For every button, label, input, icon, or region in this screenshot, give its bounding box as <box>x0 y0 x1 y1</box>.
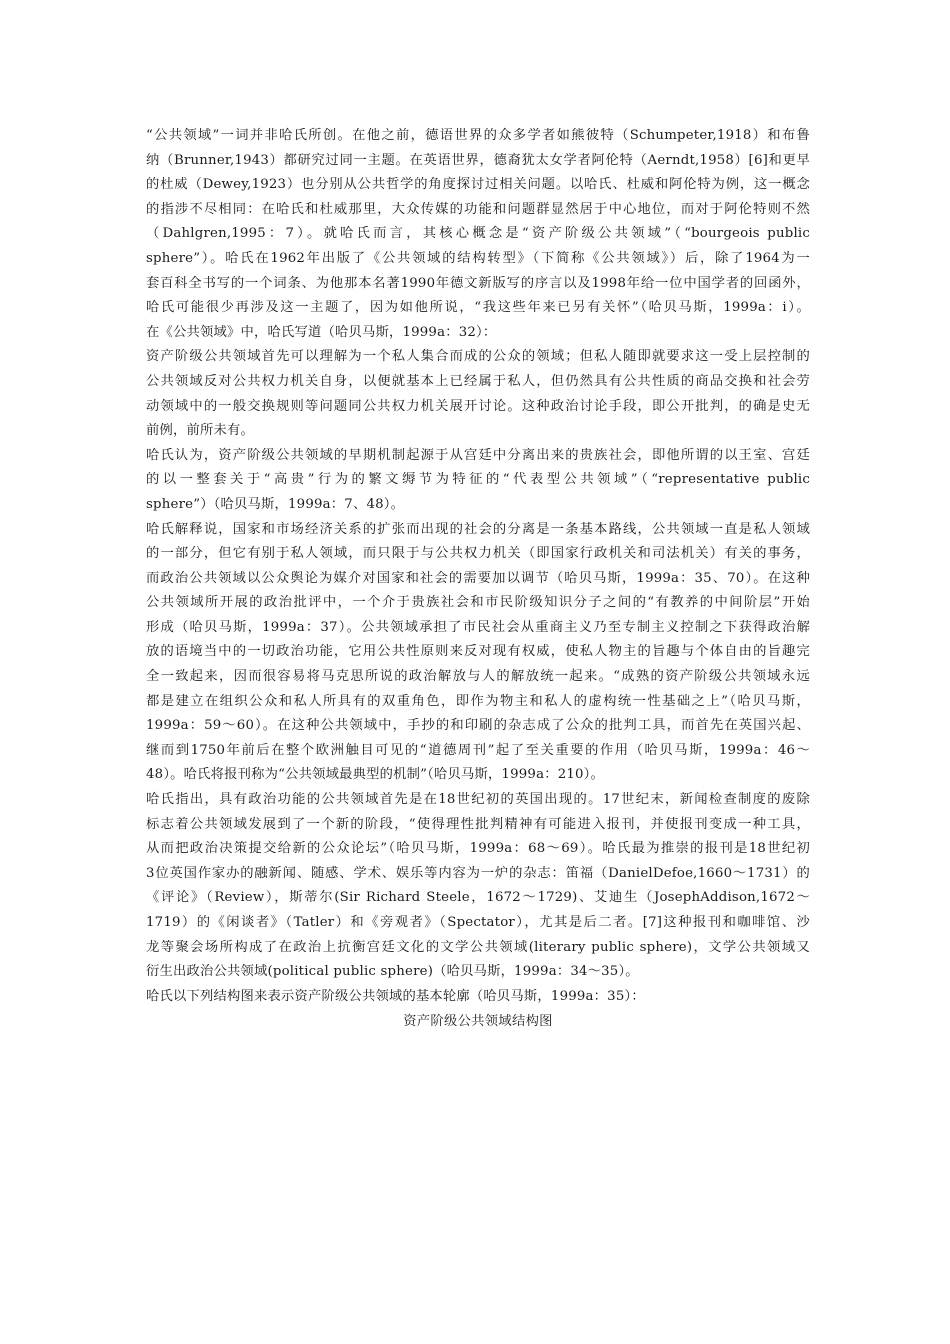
text-line: 的一部分，但它有别于私人领域，而只限于与公共权力机关（即国家行政机关和司法机关）有关的事务， <box>146 546 810 562</box>
text-line: 1999a：59～60）。在这种公共领域中，手抄的和印刷的杂志成了公众的批判工具，而首先在英国兴起、 <box>146 718 810 734</box>
text-line: 哈氏解释说，国家和市场经济关系的扩张而出现的社会的分离是一条基本路线，公共领域一直是私人领域 <box>146 521 810 537</box>
text-line: 哈氏认为，资产阶级公共领域的早期机制起源于从宫廷中分离出来的贵族社会，即他所谓的以王室、宫廷 <box>146 447 810 463</box>
quotation-paragraph <box>146 345 810 443</box>
text-line: 龙等聚会场所构成了在政治上抗衡宫廷文化的文学公共领域(literary public sphere)，文学公共领域又 <box>146 939 810 955</box>
text-line: 衍生出政治公共领域(political public sphere)（哈贝马斯，1999a：34～35）。 <box>146 964 639 980</box>
text-line: 继而到1750年前后在整个欧洲触目可见的“道德周刊”起了至关重要的作用（哈贝马斯，1999a：46～ <box>146 742 810 758</box>
text-line: 资产阶级公共领域首先可以理解为一个私人集合而成的公众的领域；但私人随即就要求这一受上层控制的 <box>146 349 810 365</box>
text-line: 哈氏可能很少再涉及这一主题了，因为如他所说，“我这些年来已另有关怀”（哈贝马斯，1999a：i）。 <box>146 300 810 316</box>
text-line: sphere”）（哈贝马斯，1999a：7、48）。 <box>146 496 405 512</box>
text-line: 《评论》（Review），斯蒂尔(Sir Richard Steele，1672～1729)、艾迪生（JosephAddison,1672～ <box>146 890 810 906</box>
text-line: 的杜威（Dewey,1923）也分别从公共哲学的角度探讨过相关问题。以哈氏、杜威和阿伦特为例，这一概念 <box>146 177 810 193</box>
text-line: 公共领域所开展的政治批评中，一个介于贵族社会和市民阶级知识分子之间的“有教养的中间阶层”开始 <box>146 595 810 611</box>
figure-caption: 资产阶级公共领域结构图 <box>403 1014 553 1030</box>
text-line: 形成（哈贝马斯，1999a：37）。公共领域承担了市民社会从重商主义乃至专制主义控制之下获得政治解 <box>146 619 810 635</box>
text-line: 套百科全书写的一个词条、为他那本名著1990年德文新版写的序言以及1998年给一位中国学者的回函外， <box>146 275 810 291</box>
text-line: 的指涉不尽相同：在哈氏和杜威那里，大众传媒的功能和问题群显然居于中心地位，而对于阿伦特则不然 <box>146 201 810 217</box>
text-line: “公共领域”一词并非哈氏所创。在他之前，德语世界的众多学者如熊彼特（Schumpeter,1918）和布鲁 <box>146 128 810 143</box>
text-line: 的以一整套关于“高贵”行为的繁文缛节为特征的“代表型公共领域”（“representative public <box>146 472 810 488</box>
text-line: 3位英国作家办的融新闻、随感、学术、娱乐等内容为一炉的杂志：笛福（DanielDefoe,1660～1731）的 <box>146 865 810 881</box>
paragraph <box>146 124 810 345</box>
text-line: 动领域中的一般交换规则等问题同公共权力机关展开讨论。这种政治讨论手段，即公开批判，的确是史无 <box>146 398 810 414</box>
text-line: 哈氏以下列结构图来表示资产阶级公共领域的基本轮廓（哈贝马斯，1999a：35）： <box>146 988 645 1004</box>
text-line: 公共领域反对公共权力机关自身，以便就基本上已经属于私人，但仍然具有公共性质的商品交换和社会劳 <box>146 373 810 389</box>
text-line: 哈氏指出，具有政治功能的公共领域首先是在18世纪初的英国出现的。17世纪末，新闻检查制度的废除 <box>146 792 810 808</box>
text-line: 放的语境当中的一切政治功能，它用公共性原则来反对现有权威，使私人物主的旨趣与个体自由的旨趣完 <box>146 644 810 660</box>
text-line: 从而把政治决策提交给新的公众论坛”（哈贝马斯，1999a：68～69）。哈氏最为推崇的报刊是18世纪初 <box>146 841 810 857</box>
paragraph <box>146 985 810 1010</box>
paragraph <box>146 788 810 985</box>
document-body <box>146 124 810 1035</box>
text-line: 48）。哈氏将报刊称为“公共领域最典型的机制”（哈贝马斯，1999a：210）。 <box>146 767 605 783</box>
text-line: 标志着公共领域发展到了一个新的阶段，“使得理性批判精神有可能进入报刊，并使报刊变成一种工具， <box>146 816 810 832</box>
text-line: 在《公共领域》中，哈氏写道（哈贝马斯，1999a：32）： <box>146 324 497 340</box>
text-line: （Dahlgren,1995：7）。就哈氏而言，其核心概念是“资产阶级公共领域”（“bourgeois public <box>146 226 810 242</box>
text-line: 全一致起来，因而很容易将马克思所说的政治解放与人的解放统一起来。“成熟的资产阶级公共领域永远 <box>146 669 810 685</box>
text-line: sphere”）。哈氏在1962年出版了《公共领域的结构转型》（下简称《公共领域》）后，除了1964为一 <box>146 250 810 266</box>
text-line: 前例，前所未有。 <box>146 423 254 439</box>
paragraph <box>146 518 810 789</box>
paragraph <box>146 444 810 518</box>
text-line: 纳（Brunner,1943）都研究过同一主题。在英语世界，德裔犹太女学者阿伦特（Aerndt,1958）[6]和更早 <box>146 152 810 168</box>
text-line: 都是建立在组织公众和私人所具有的双重角色，即作为物主和私人的虚构统一性基础之上”（哈贝马斯， <box>146 693 810 709</box>
text-line: 而政治公共领域以公众舆论为媒介对国家和社会的需要加以调节（哈贝马斯，1999a：35、70）。在这种 <box>146 570 810 586</box>
text-line: 1719）的《闲谈者》（Tatler）和《旁观者》（Spectator），尤其是后二者。[7]这种报刊和咖啡馆、沙 <box>146 915 810 930</box>
